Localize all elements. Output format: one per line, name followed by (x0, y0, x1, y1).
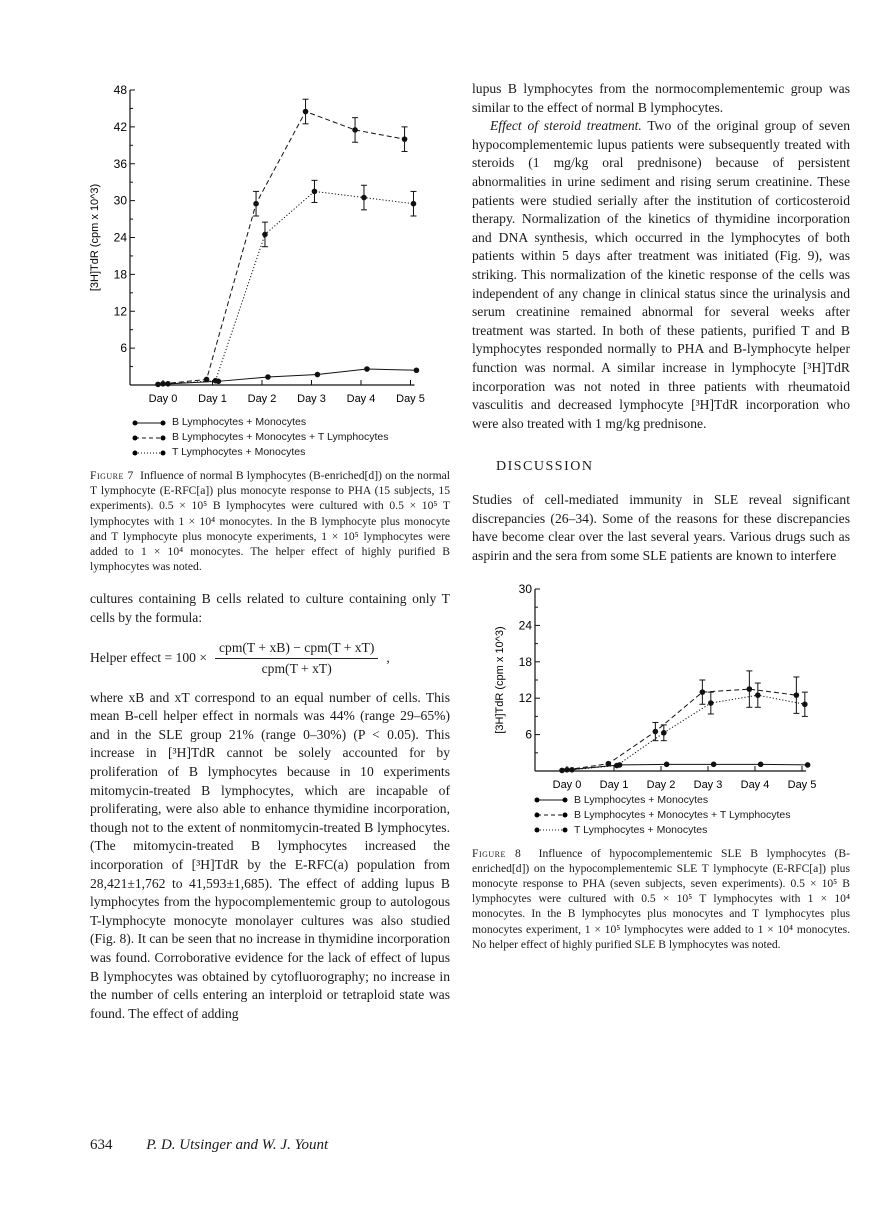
y-tick-label: 6 (120, 341, 127, 356)
figure-7-chart (60, 80, 450, 415)
legend-item: B Lymphocytes + Monocytes (534, 793, 850, 808)
page-footer (90, 1137, 328, 1154)
section-heading: DISCUSSION (496, 459, 594, 475)
data-point (312, 189, 318, 195)
x-tick-label: Day 0 (148, 393, 178, 405)
x-tick-label: Day 4 (346, 393, 376, 405)
x-tick-label: Day 4 (740, 778, 770, 791)
data-point (661, 730, 667, 736)
legend-item: B Lymphocytes + Monocytes (132, 415, 450, 430)
data-point (155, 382, 161, 388)
figure-8-legend (534, 793, 850, 838)
x-tick-label: Day 3 (297, 393, 326, 405)
data-point (569, 767, 575, 773)
left-column (90, 80, 450, 1023)
data-point (653, 728, 659, 734)
data-point (664, 761, 670, 767)
legend-item: B Lymphocytes + Monocytes + T Lymphocytes (534, 808, 850, 823)
legend-item: T Lymphocytes + Monocytes (534, 823, 850, 838)
discussion-text: Studies of cell-mediated immunity in SLE reveal significant discrepancies (26–34). Some of the reasons for these discrepancies have become clear over the last several years. Various drugs such as aspirin and the sera from some SLE patients are known to interfere (472, 492, 850, 564)
y-tick-label: 42 (113, 119, 127, 134)
y-tick-label: 24 (113, 230, 127, 245)
data-point (402, 136, 408, 142)
y-tick-label: 18 (113, 267, 127, 282)
helper-effect-formula: Helper effect = 100 × $\frac{\text{cpm(T + xB) − cpm(T + xT)}}{\text{cpm(T + xT)}}$ , (90, 639, 390, 676)
y-tick-label: 48 (113, 83, 127, 97)
legend-item: B Lymphocytes + Monocytes + T Lymphocytes (132, 430, 450, 445)
x-tick-label: Day 3 (693, 778, 723, 791)
data-point (758, 761, 764, 767)
left-paragraph-1: cultures containing B cells related to culture containing only T cells by the formula: (90, 591, 450, 626)
y-tick-label: 12 (113, 304, 127, 319)
series-line (572, 695, 805, 770)
x-tick-label: Day 2 (646, 778, 676, 791)
data-point (559, 767, 565, 773)
legend-item: T Lymphocytes + Monocytes (132, 445, 450, 460)
figure-8-chart (470, 578, 840, 793)
right-paragraph-2: Effect of steroid treatment. Two of the original group of seven hypocomplementemic lupus patients were subsequently treated with steroids (1 mg/kg oral prednisone) because of persistent abnormalities in urine sediment and rising serum creatinine. These patients were studied serially after the institution of corticosteroid therapy. Normalization of the kinetics of thymidine incorporation and DNA synthesis, which occurred in the lymphocytes of both patients within 5 days after treatment was initiated (Fig. 9), was striking. This normalization of the kinetic response of the cells was independent of any change in clinical status since the urinalysis and serum creatinine remained abnormal for several weeks after treatment was started. In both of these patients, purified T and B lymphocytes responded normally to PHA and B-lymphocyte helper function was normal. A similar increase in lymphocyte [³H]TdR incorporation was not noted in three patients with rheumatoid vasculitis and decreased lymphocyte [³H]TdR incorporation who were also treated with 1 mg/kg prednisone. (472, 118, 851, 431)
y-tick-label: 30 (113, 193, 127, 208)
data-point (361, 195, 367, 201)
data-point (614, 762, 620, 768)
figure-7-legend (132, 415, 450, 460)
data-point (805, 762, 811, 768)
y-tick-label: 30 (518, 581, 532, 596)
y-tick-label: 6 (525, 727, 532, 742)
y-axis-label: [3H]TdR (cpm x 10^3) (494, 626, 506, 734)
data-point (352, 127, 358, 133)
y-tick-label: 12 (518, 690, 532, 705)
data-point (747, 686, 753, 692)
x-tick-label: Day 5 (787, 778, 817, 791)
data-point (794, 692, 800, 698)
y-axis-label: [3H]TdR (cpm x 10^3) (89, 183, 101, 292)
data-point (262, 232, 268, 238)
data-point (160, 381, 166, 387)
left-paragraph-2: where xB and xT correspond to an equal number of cells. This mean B-cell helper effect in normals was 44% (range 29–65%) and in the SLE group 21% (range 0–30%) (P < 0.05). This increase in [³H]TdR cannot be solely accounted for by proliferation of B lymphocytes because in 10 experiments mitomycin-treated B lymphocytes, which are incapable of proliferating, were also able to enhance thymidine incorporation, though not to the extent of nonmitomycin-treated B lymphocytes. (The mitomycin-treated B lymphocytes increased the incorporation of [³H]TdR by the E-RFC(a) population from 28,421±1,762 to 41,593±1,685). The effect of adding lupus B lymphocytes from the hypocomplementemic group to autologous T-lymphocyte monocyte monolayer cultures was also studied (Fig. 8). It can be seen that no increase in thymidine incorporation was found. Corroborative evidence for the lack of effect of lupus B lymphocytes was obtained by cytofluorography; no increase in the number of cells entering an interploid or tetraploid state was found. The effect of adding (90, 689, 450, 1021)
data-point (213, 378, 219, 384)
series-line (567, 689, 796, 770)
data-point (303, 109, 309, 115)
y-tick-label: 18 (518, 654, 532, 669)
data-point (700, 689, 706, 695)
x-tick-label: Day 1 (599, 778, 629, 791)
data-point (364, 366, 370, 372)
data-point (755, 692, 761, 698)
figure-7-caption: Figure 7 Influence of normal B lymphocytes (B-enriched[d]) on the normal T lymphocyte (E-RFC[a]) plus monocyte response to PHA (15 subjects, 15 experiments). 0.5 × 10⁵ B lymphocytes were cultured with 0.5 × 10⁵ T lymphocytes with 1 × 10⁴ monocytes. In the B lymphocyte plus monocyte and T lymphocyte plus monocyte experiments, 1 × 10⁵ lymphocytes were added to 1 × 10⁴ monocytes. The helper effect of highly purified B lymphocytes was noted. (90, 469, 450, 574)
x-tick-label: Day 1 (198, 393, 227, 405)
data-point (411, 201, 417, 207)
data-point (708, 700, 714, 706)
data-point (414, 367, 420, 373)
right-paragraph-1: lupus B lymphocytes from the normocomplementemic group was similar to the effect of normal B lymphocytes. (472, 81, 850, 115)
data-point (711, 761, 717, 767)
right-column (472, 80, 850, 952)
data-point (802, 701, 808, 707)
x-tick-label: Day 2 (247, 393, 277, 405)
series-line (168, 191, 413, 383)
data-point (265, 374, 271, 380)
x-tick-label: Day 0 (552, 778, 582, 791)
x-tick-label: Day 5 (396, 393, 425, 405)
data-point (253, 201, 259, 207)
figure-8-caption: Figure 8 Influence of hypocomplementemic SLE B lymphocytes (B-enriched[d]) on the hypocomplementemic SLE T lymphocyte (E-RFC[a]) plus monocyte response to PHA (seven subjects, seven experiments). 0.5 × 10⁵ B lymphocytes were cultured with 0.5 × 10⁵ T lymphocytes with 1 × 10⁴ monocytes. In the B lymphocytes plus monocytes and T lymphocytes plus monocytes experiment, 1 × 10⁵ lymphocytes were added to 1 × 10⁴ monocytes. No helper effect of highly purified SLE B lymphocytes was noted. (472, 846, 851, 951)
data-point (564, 767, 570, 773)
y-tick-label: 24 (518, 618, 532, 633)
data-point (315, 372, 321, 378)
page-number: 634 (90, 1137, 113, 1153)
data-point (165, 381, 171, 387)
y-tick-label: 36 (113, 156, 127, 171)
authors: P. D. Utsinger and W. J. Yount (146, 1137, 329, 1153)
series-line (163, 112, 405, 384)
